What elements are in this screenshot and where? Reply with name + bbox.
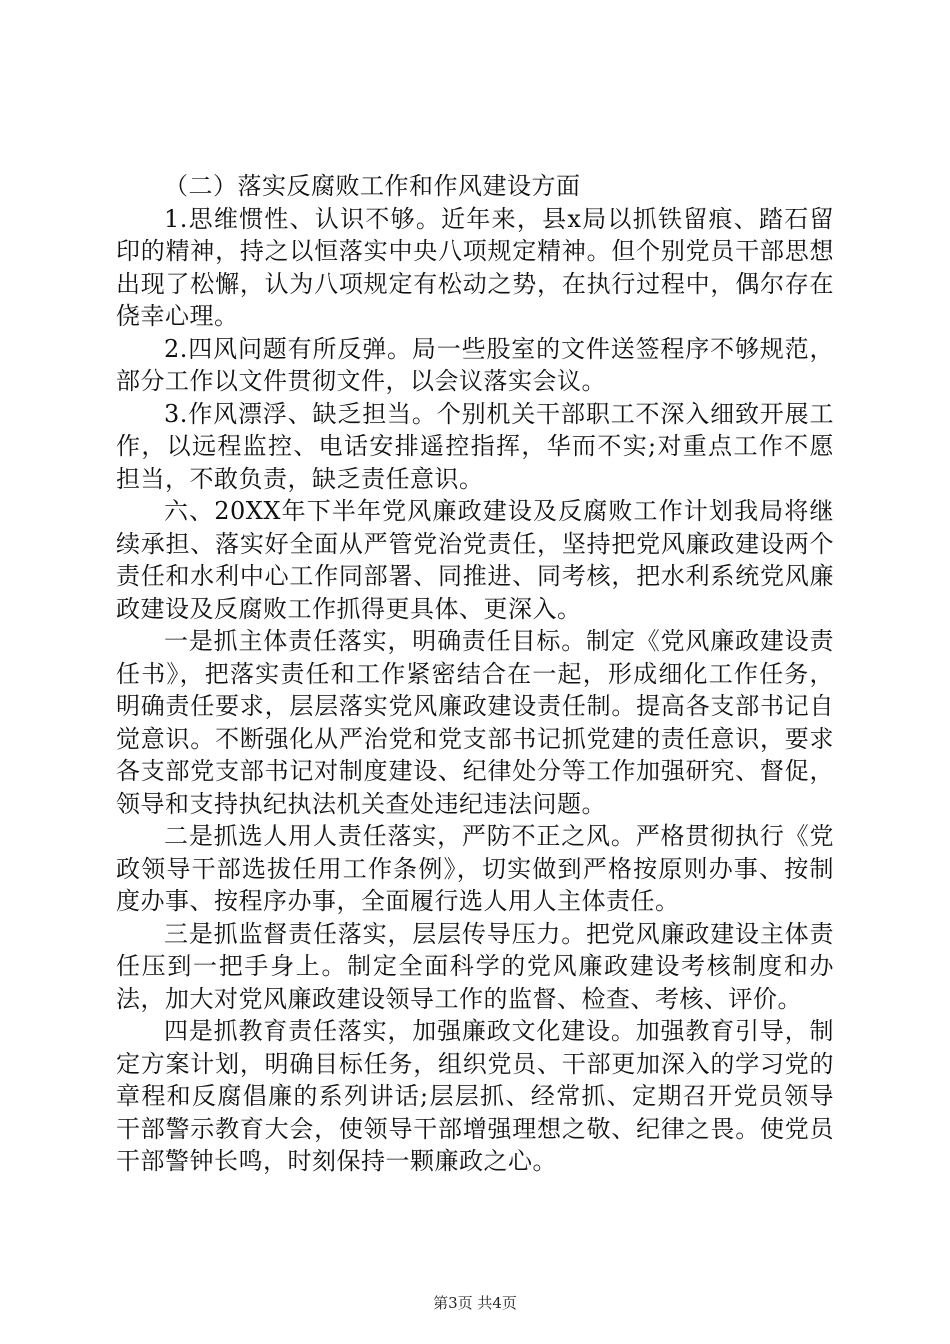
paragraph-plan: 六、20XX年下半年党风廉政建设及反腐败工作计划我局将继续承担、落实好全面从严管党治党责任，坚持把党风廉政建设两个责任和水利中心工作同部署、同推进、同考核，把水利系统党风廉政建设及反腐败工作抓得更具体、更深入。 <box>116 497 834 623</box>
paragraph-point-4: 四是抓教育责任落实，加强廉政文化建设。加强教育引导，制定方案计划，明确目标任务，组织党员、干部更加深入的学习党的章程和反腐倡廉的系列讲话;层层抓、经常抓、定期召开党员领导干部警示教育大会，使领导干部增强理想之敬、纪律之畏。使党员干部警钟长鸣，时刻保持一颗廉政之心。 <box>116 1017 834 1175</box>
paragraph-point-1: 一是抓主体责任落实，明确责任目标。制定《党风廉政建设责任书》，把落实责任和工作紧密结合在一起，形成细化工作任务，明确责任要求，层层落实党风廉政建设责任制。提高各支部书记自觉意识。不断强化从严治党和党支部书记抓党建的责任意识，要求各支部党支部书记对制度建设、纪律处分等工作加强研究、督促，领导和支持执纪执法机关查处违纪违法问题。 <box>116 627 834 818</box>
paragraph-item-3: 3.作风漂浮、缺乏担当。个别机关干部职工不深入细致开展工作，以远程监控、电话安排遥控指挥，华而不实;对重点工作不愿担当，不敢负责，缺乏责任意识。 <box>116 399 834 493</box>
document-body <box>116 170 834 1178</box>
paragraph-item-2: 2.四风问题有所反弹。局一些股室的文件送签程序不够规范，部分工作以文件贯彻文件，以会议落实会议。 <box>116 334 834 395</box>
paragraph-point-3: 三是抓监督责任落实，层层传导压力。把党风廉政建设主体责任压到一把手身上。制定全面科学的党风廉政建设考核制度和办法，加大对党风廉政建设领导工作的监督、检查、考核、评价。 <box>116 919 834 1013</box>
section-heading: （二）落实反腐败工作和作风建设方面 <box>164 172 581 200</box>
page-footer: 第3页 共4页 <box>433 1294 517 1312</box>
paragraph-item-1: 1.思维惯性、认识不够。近年来，县x局以抓铁留痕、踏石留印的精神，持之以恒落实中央八项规定精神。但个别党员干部思想出现了松懈，认为八项规定有松动之势，在执行过程中，偶尔存在侥幸心理。 <box>116 204 834 330</box>
paragraph-point-2: 二是抓选人用人责任落实，严防不正之风。严格贯彻执行《党政领导干部选拔任用工作条例》，切实做到严格按原则办事、按制度办事、按程序办事，全面履行选人用人主体责任。 <box>116 822 834 915</box>
